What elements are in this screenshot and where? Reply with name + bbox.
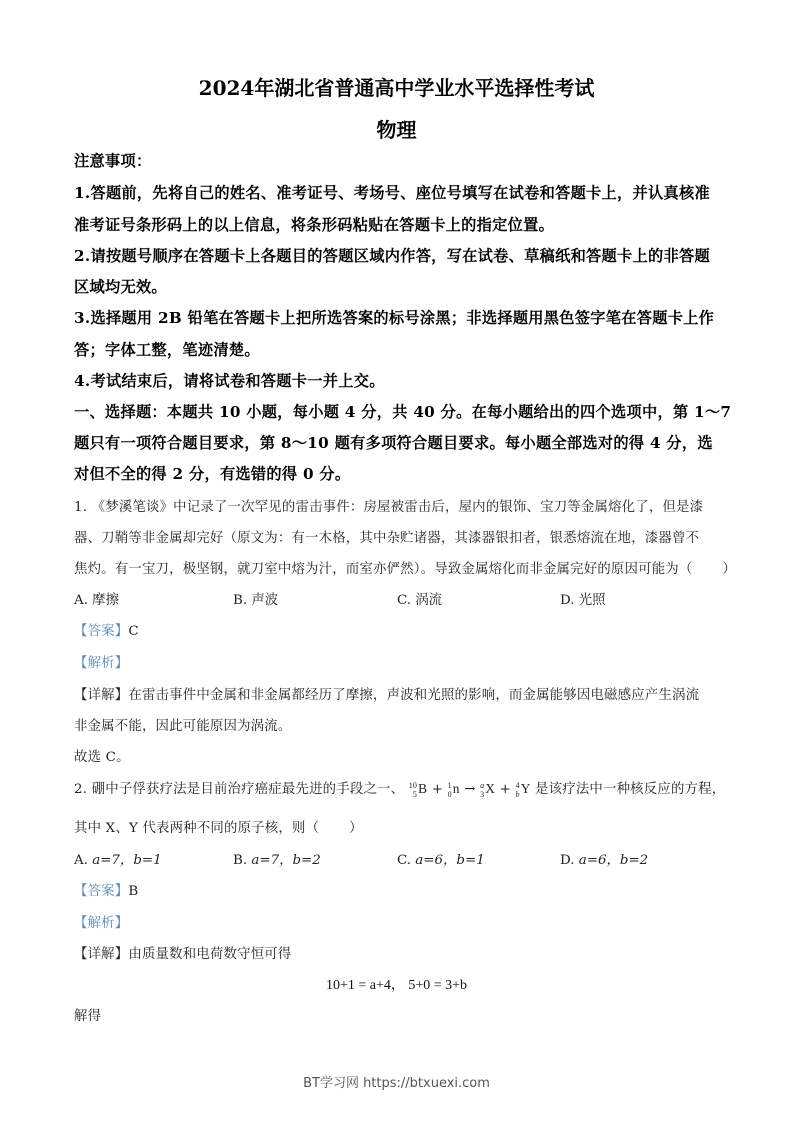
answer-value: C [128,624,139,639]
q2-answer [74,880,726,899]
nuclide-boron: 10 5 B [408,780,428,799]
notice-item: 1.答题前，先将自己的姓名、准考证号、考场号、座位号填写在试卷和答题卡上，并认真核准 [74,184,710,202]
conservation-equation: 10+1 = a+4， 5+0 = 3+b [325,978,468,993]
q1-detail-cont: 非金属不能，因此可能原因为涡流。 [74,719,292,734]
q2-detail [74,943,726,962]
section-instruction: 题只有一项符合题目要求，第 8～10 题有多项符合题目要求。每小题全部选对的得 4 分，选 [74,434,713,452]
notice-item: 4.考试结束后，请将试卷和答题卡一并上交。 [74,372,385,390]
plus-sign: + [499,782,512,797]
q2-solve-label: 解得 [74,1009,102,1024]
question-1-text: 器、刀鞘等非金属却完好（原文为：有一木格，其中杂贮诸器，其漆器银扣者，银悉熔流在地，漆器曾不 [74,531,700,546]
notice-item: 答；字体工整，笔迹清楚。 [74,341,260,359]
question-2-prefix: 2. 硼中子俘获疗法是目前治疗癌症最先进的手段之一、 [74,782,405,797]
q1-option-a: A. 摩擦 [74,593,119,608]
q2-option-b: B. a=7，b=2 [233,853,321,868]
q1-analysis [74,652,726,671]
answer-bracket-close: ） [722,562,737,577]
nuclide-neutron: 1 0 n [447,780,460,799]
detail-text: 在雷击事件中金属和非金属都经历了摩擦，声波和光照的影响，而金属能够因电磁感应产生涡流 [128,688,700,703]
q1-option-b: B. 声波 [233,593,279,608]
answer-label: 【答案】 [74,624,129,639]
reaction-arrow-icon: → [464,782,476,797]
analysis-label: 【解析】 [74,916,129,931]
section-instruction: 一、选择题：本题共 10 小题，每小题 4 分，共 40 分。在每小题给出的四个选项中，第 1～7 [74,403,732,421]
subject-title: 物理 [376,118,417,142]
question-2-suffix: 是该疗法中一种核反应的方程， [535,782,726,797]
nuclide-y: 4 b Y [515,780,531,799]
q2-option-d: D. a=6，b=2 [560,853,649,868]
q1-option-d: D. 光照 [560,593,606,608]
detail-label: 【详解】 [74,947,129,962]
answer-label: 【答案】 [74,884,129,899]
q1-conclusion: 故选 C。 [74,750,130,765]
q2-option-c: C. a=6，b=1 [397,853,485,868]
question-2-text [74,778,726,799]
question-1-text [74,558,737,577]
notice-item: 2.请按题号顺序在答题卡上各题目的答题区域内作答，写在试卷、草稿纸和答题卡上的非答题 [74,247,710,265]
notice-item: 区域均无效。 [74,278,167,296]
answer-bracket-close: ） [349,821,363,836]
footer-watermark: BT学习网 https://btxuexi.com [303,1076,490,1091]
q2-analysis [74,912,726,931]
q1-option-c: C. 涡流 [397,593,443,608]
q1-detail [74,684,726,703]
question-1-text: 1. 《梦溪笔谈》中记录了一次罕见的雷击事件：房屋被雷击后，屋内的银饰、宝刀等金属熔化了，但是漆 [74,500,704,515]
answer-value: B [128,884,139,899]
question-1-text-line: 焦灼。有一宝刀，极坚钢，就刀室中熔为汁，而室亦俨然）。导致金属熔化而非金属完好的原因可能为（ [74,562,693,577]
question-2-line2: 其中 X、Y 代表两种不同的原子核，则（ [74,821,320,836]
detail-text: 由质量数和电荷数守恒可得 [128,947,292,962]
q2-option-a: A. a=7，b=1 [74,853,162,868]
notice-item: 3.选择题用 2B 铅笔在答题卡上把所选答案的标号涂黑；非选择题用黑色签字笔在答题卡上作 [74,309,715,327]
exam-title: 2024年湖北省普通高中学业水平选择性考试 [198,76,595,100]
q1-answer [74,620,726,639]
question-2-text-line2 [74,817,726,836]
analysis-label: 【解析】 [74,656,129,671]
nuclide-x: a 3 X [480,780,496,799]
notice-heading: 注意事项： [74,152,152,170]
section-instruction: 对但不全的得 2 分，有选错的得 0 分。 [74,465,351,483]
notice-item: 准考证号条形码上的以上信息，将条形码粘贴在答题卡上的指定位置。 [74,216,555,234]
plus-sign: + [431,782,444,797]
detail-label: 【详解】 [74,688,129,703]
